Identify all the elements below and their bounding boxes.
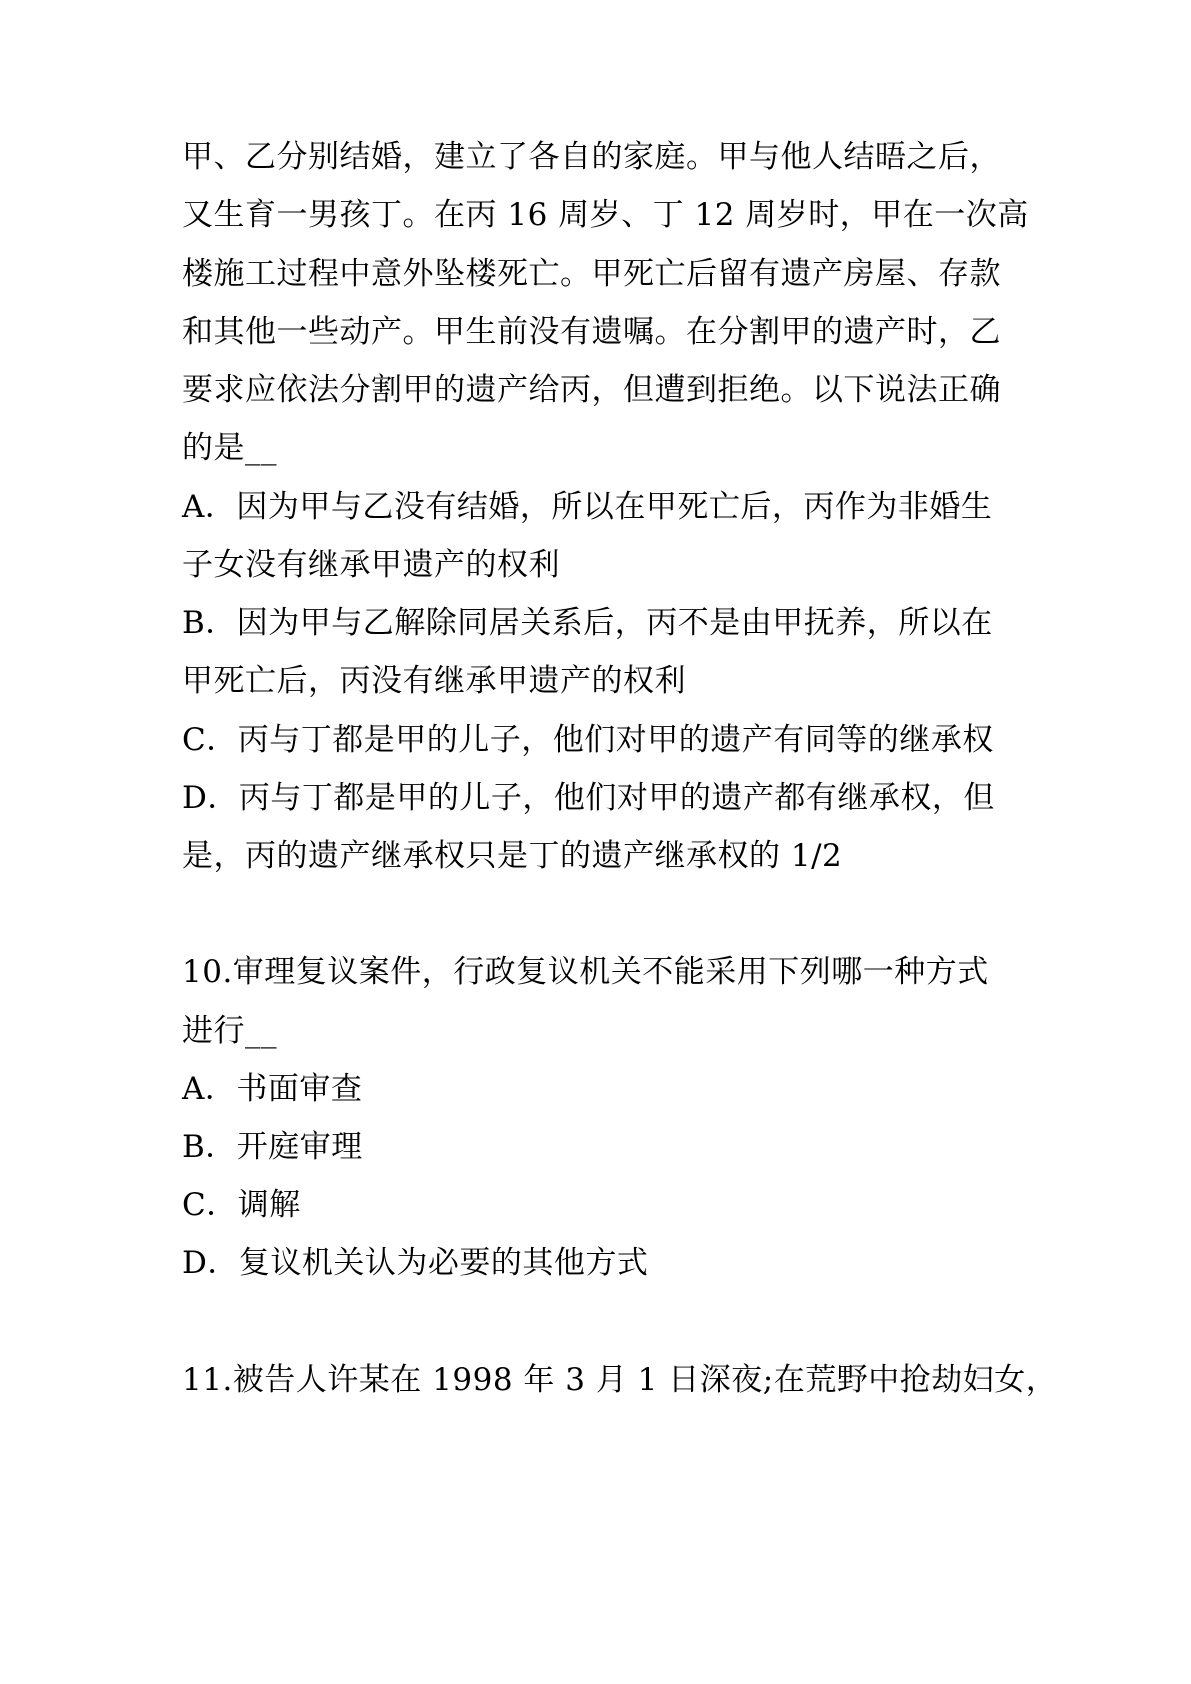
question-10-option-c: C．调解 [182, 1187, 301, 1223]
question-9-stem-line-3: 楼施工过程中意外坠楼死亡。甲死亡后留有遗产房屋、存款 [182, 256, 1001, 292]
question-9-option-b-line-1: B．因为甲与乙解除同居关系后，丙不是由甲抚养，所以在 [182, 605, 993, 641]
question-9-option-c-line-1: C．丙与丁都是甲的儿子，他们对甲的遗产有同等的继承权 [182, 722, 994, 758]
question-9-stem-line-2: 又生育一男孩丁。在丙 16 周岁、丁 12 周岁时，甲在一次高 [182, 197, 1029, 233]
question-10-stem-line-2: 进行__ [182, 1013, 277, 1049]
question-9-stem-line-6: 的是__ [182, 430, 277, 466]
question-9-option-a-line-1: A．因为甲与乙没有结婚，所以在甲死亡后，丙作为非婚生 [182, 489, 993, 525]
question-9-option-a-line-2: 子女没有继承甲遗产的权利 [182, 547, 560, 583]
question-11-stem-line-1: 11.被告人许某在 1998 年 3 月 1 日深夜;在荒野中抢劫妇女， [182, 1362, 1058, 1398]
question-9-stem-line-5: 要求应依法分割甲的遗产给丙，但遭到拒绝。以下说法正确 [182, 372, 1001, 408]
question-9-option-d-line-1: D．丙与丁都是甲的儿子，他们对甲的遗产都有继承权，但 [182, 780, 995, 816]
question-10-option-d: D．复议机关认为必要的其他方式 [182, 1245, 649, 1281]
question-10-option-b: B．开庭审理 [182, 1129, 363, 1165]
question-9-option-b-line-2: 甲死亡后，丙没有继承甲遗产的权利 [182, 663, 686, 699]
question-10-option-a: A．书面审查 [182, 1071, 363, 1107]
question-9-option-d-line-2: 是，丙的遗产继承权只是丁的遗产继承权的 1/2 [182, 838, 843, 874]
question-9-stem-line-1: 甲、乙分别结婚，建立了各自的家庭。甲与他人结晤之后， [182, 139, 1001, 175]
question-10-stem-line-1: 10.审理复议案件，行政复议机关不能采用下列哪一种方式 [182, 954, 989, 990]
question-9-stem-line-4: 和其他一些动产。甲生前没有遗嘱。在分割甲的遗产时，乙 [182, 314, 1001, 350]
